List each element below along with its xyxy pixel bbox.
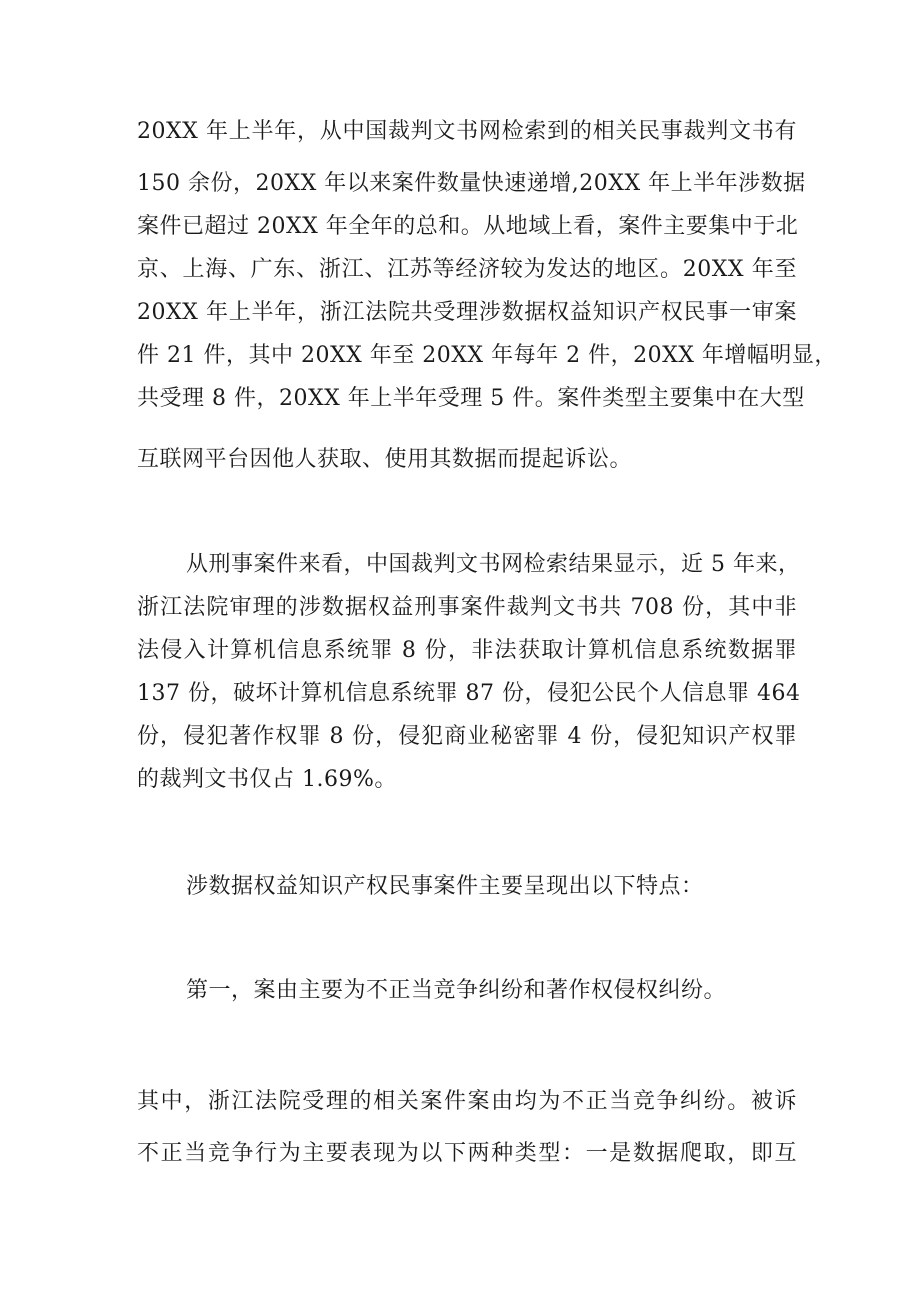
text-line: 20XX 年上半年，浙江法院共受理涉数据权益知识产权民事一审案: [137, 300, 797, 325]
text-line: 从刑事案件来看，中国裁判文书网检索结果显示，近 5 年来，: [186, 552, 801, 577]
text-line: 案件已超过 20XX 年全年的总和。从地域上看，案件主要集中于北: [137, 214, 799, 239]
text-line: 137 份，破坏计算机信息系统罪 87 份，侵犯公民个人信息罪 464: [137, 681, 801, 706]
text-line: 不正当竞争行为主要表现为以下两种类型：一是数据爬取，即互: [137, 1141, 797, 1166]
text-line: 件 21 件，其中 20XX 年至 20XX 年每年 2 件，20XX 年增幅明显，: [137, 343, 837, 368]
text-line: 法侵入计算机信息系统罪 8 份，非法获取计算机信息系统数据罪: [137, 638, 797, 663]
text-line: 涉数据权益知识产权民事案件主要呈现出以下特点：: [186, 874, 704, 899]
text-line: 的裁判文书仅占 1.69%。: [137, 767, 397, 792]
text-line: 其中，浙江法院受理的相关案件案由均为不正当竞争纠纷。被诉: [137, 1089, 797, 1114]
text-line: 20XX 年上半年，从中国裁判文书网检索到的相关民事裁判文书有: [137, 119, 797, 144]
text-line: 150 余份，20XX 年以来案件数量快速递增,20XX 年上半年涉数据: [137, 171, 806, 196]
text-line: 互联网平台因他人获取、使用其数据而提起诉讼。: [137, 447, 633, 472]
text-line: 共受理 8 件，20XX 年上半年受理 5 件。案件类型主要集中在大型: [137, 386, 805, 411]
text-line: 浙江法院审理的涉数据权益刑事案件裁判文书共 708 份，其中非: [137, 595, 797, 620]
text-line: 第一，案由主要为不正当竞争纠纷和著作权侵权纠纷。: [186, 978, 727, 1003]
text-line: 份，侵犯著作权罪 8 份，侵犯商业秘密罪 4 份，侵犯知识产权罪: [137, 724, 797, 749]
text-line: 京、上海、广东、浙江、江苏等经济较为发达的地区。20XX 年至: [137, 257, 797, 282]
